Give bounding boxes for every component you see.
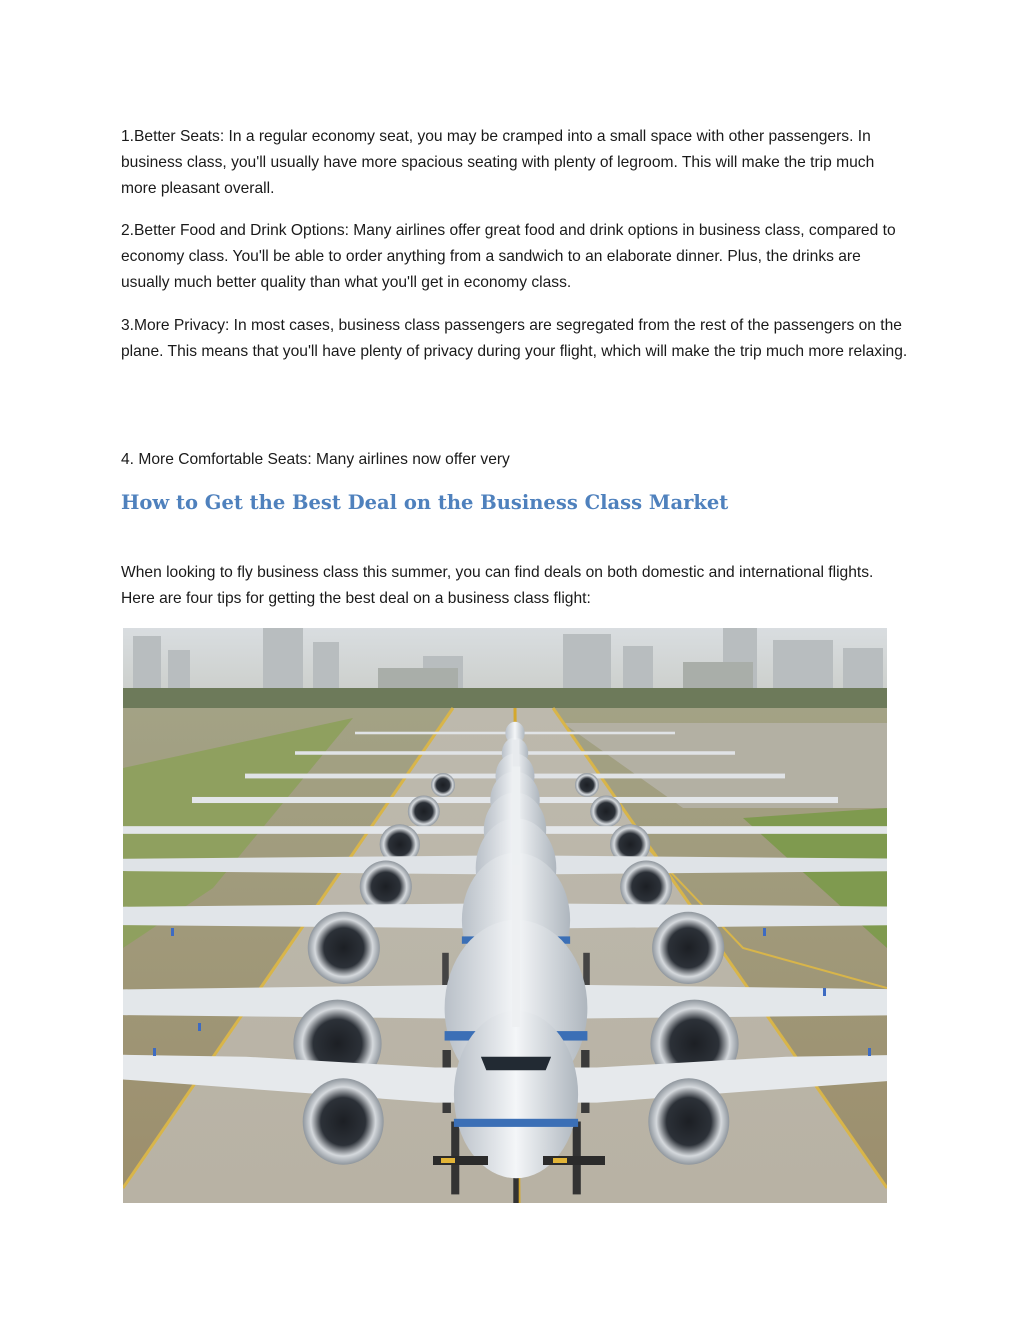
paragraph-privacy: 3.More Privacy: In most cases, business class passengers are segregated from the rest of the passengers on the plane. This means that you'll have plenty of privacy during your flight, which will make the trip much more relaxing. xyxy=(121,317,908,360)
airplanes-runway-photo xyxy=(123,628,887,1203)
paragraph-intro-tips: When looking to fly business class this summer, you can find deals on both domestic and international flights. Here are four tips for getting the best deal on a business class flight: xyxy=(121,564,874,607)
paragraph-better-seats: 1.Better Seats: In a regular economy seat, you may be cramped into a small space with other passengers. In business class, you'll usually have more spacious seating with plenty of legroom. This will make the trip much more pleasant overall. xyxy=(121,128,875,197)
paragraph-food-drink: 2.Better Food and Drink Options: Many airlines offer great food and drink options in business class, compared to economy class. You'll be able to order anything from a sandwich to an elaborate dinner. Plus, the drinks are usually much better quality than what you'll get in economy class. xyxy=(121,222,896,291)
paragraph-comfortable-seats: 4. More Comfortable Seats: Many airlines now offer very xyxy=(121,451,510,468)
section-heading: How to Get the Best Deal on the Business Class Market xyxy=(121,491,729,514)
